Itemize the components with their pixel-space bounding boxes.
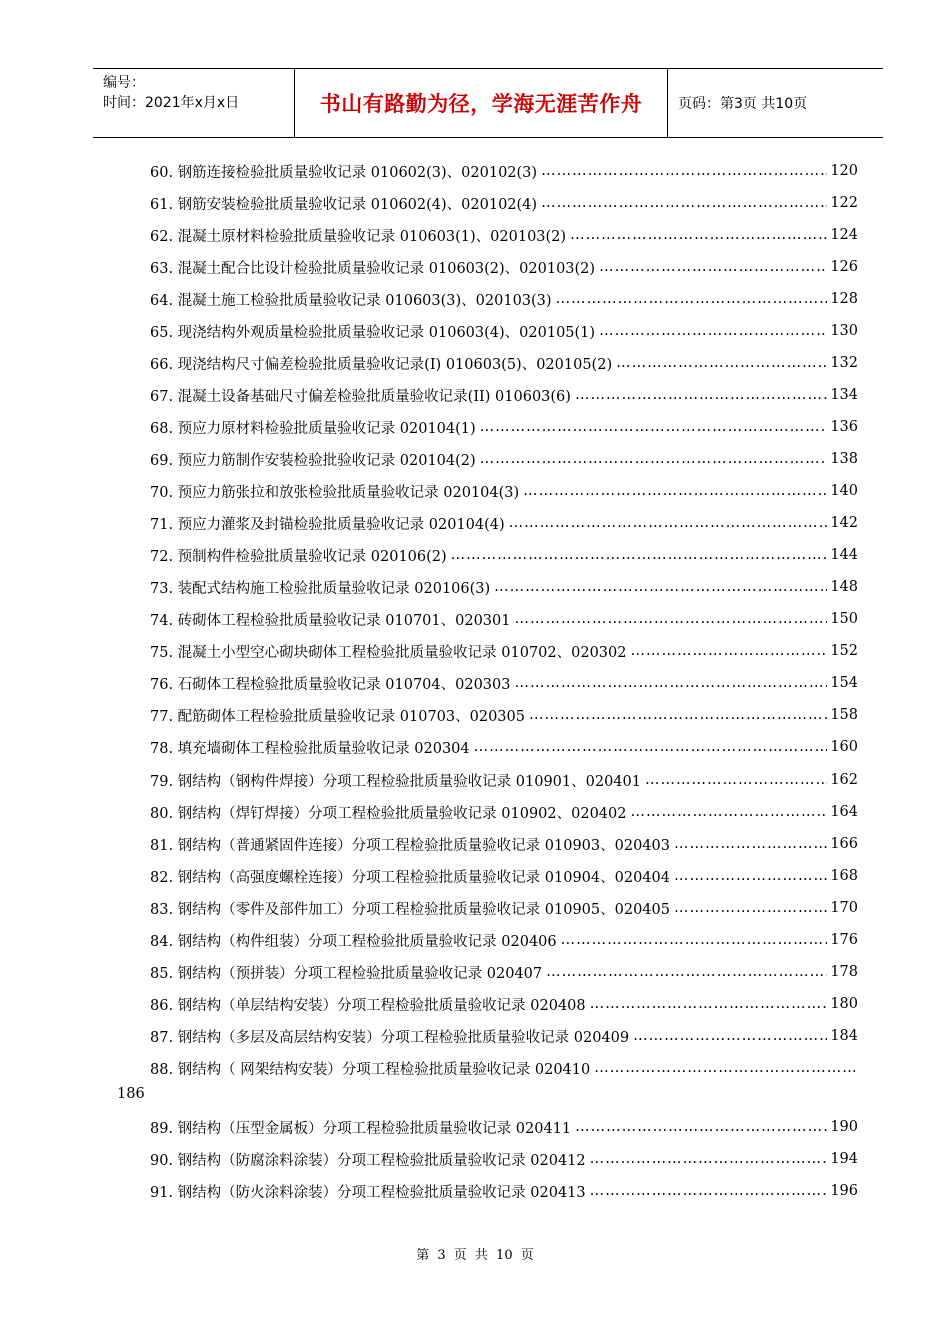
page-header — [93, 68, 883, 138]
toc-entry[interactable] — [150, 219, 858, 251]
toc-entry-title: 64. 混凝土施工检验批质量验收记录 010603(3)、020103(3) — [150, 292, 552, 309]
toc-entry-page: 194 — [830, 1151, 858, 1167]
document-time: 时间：2021年x月x日 — [103, 95, 240, 111]
toc-entry[interactable] — [150, 796, 858, 828]
toc-entry-title: 91. 钢结构（防火涂料涂装）分项工程检验批质量验收记录 020413 — [150, 1184, 586, 1201]
toc-entry[interactable] — [150, 251, 858, 283]
toc-entry-page: 130 — [830, 323, 858, 339]
toc-entry[interactable] — [150, 988, 858, 1020]
toc-entry-page: 120 — [830, 163, 858, 179]
toc-dot-leader — [541, 163, 827, 179]
toc-dot-leader — [674, 900, 827, 916]
toc-entry-title: 66. 现浇结构尺寸偏差检验批质量验收记录(I) 010603(5)、020105(2) — [150, 356, 613, 373]
toc-entry[interactable] — [150, 699, 858, 731]
toc-entry-page: 142 — [830, 515, 858, 531]
toc-dot-leader — [529, 707, 827, 723]
toc-dot-leader — [630, 804, 827, 820]
toc-entry-page: 168 — [830, 868, 858, 884]
toc-dot-leader — [599, 323, 827, 339]
toc-dot-leader — [594, 1060, 855, 1076]
toc-dot-leader — [575, 1119, 827, 1135]
toc-entry-title: 70. 预应力筋张拉和放张检验批质量验收记录 020104(3) — [150, 484, 520, 501]
toc-dot-leader — [575, 387, 827, 403]
toc-entry-title: 80. 钢结构（焊钉焊接）分项工程检验批质量验收记录 010902、020402 — [150, 805, 627, 822]
toc-entry-page: 178 — [830, 964, 858, 980]
toc-entry[interactable] — [150, 764, 858, 796]
toc-entry-title: 65. 现浇结构外观质量检验批质量验收记录 010603(4)、020105(1) — [150, 324, 596, 341]
toc-entry-title: 85. 钢结构（预拼装）分项工程检验批质量验收记录 020407 — [150, 965, 543, 982]
toc-entry[interactable] — [150, 1111, 858, 1143]
toc-dot-leader — [590, 996, 828, 1012]
toc-entry-page: 122 — [830, 195, 858, 211]
toc-entry-title: 79. 钢结构（钢构件焊接）分项工程检验批质量验收记录 010901、020401 — [150, 773, 641, 790]
toc-entry-page: 128 — [830, 291, 858, 307]
toc-entry[interactable] — [150, 1020, 858, 1052]
toc-entry[interactable] — [150, 860, 858, 892]
toc-entry-title: 87. 钢结构（多层及高层结构安装）分项工程检验批质量验收记录 020409 — [150, 1029, 630, 1046]
toc-entry-page: 196 — [830, 1183, 858, 1199]
toc-entry[interactable] — [150, 1052, 858, 1084]
toc-entry-title: 81. 钢结构（普通紧固件连接）分项工程检验批质量验收记录 010903、020403 — [150, 837, 670, 854]
toc-entry-page: 148 — [830, 579, 858, 595]
toc-dot-leader — [474, 739, 828, 755]
toc-entry[interactable] — [150, 187, 858, 219]
toc-entry[interactable] — [150, 828, 858, 860]
toc-entry-title: 77. 配筋砌体工程检验批质量验收记录 010703、020305 — [150, 708, 525, 725]
toc-entry-title: 90. 钢结构（防腐涂料涂装）分项工程检验批质量验收记录 020412 — [150, 1152, 586, 1169]
toc-entry[interactable] — [150, 667, 858, 699]
toc-entry-page: 154 — [830, 675, 858, 691]
toc-dot-leader — [570, 227, 827, 243]
toc-entry-page: 184 — [830, 1028, 858, 1044]
toc-entry-page: 162 — [830, 772, 858, 788]
toc-dot-leader — [480, 451, 828, 467]
toc-dot-leader — [541, 195, 827, 211]
toc-entry[interactable] — [150, 475, 858, 507]
toc-dot-leader — [546, 964, 827, 980]
toc-wrapped-page-number[interactable]: 186 — [117, 1086, 145, 1102]
toc-entry-page: 164 — [830, 804, 858, 820]
toc-entry-page: 144 — [830, 547, 858, 563]
toc-entry[interactable] — [150, 571, 858, 603]
toc-entry-page: 138 — [830, 451, 858, 467]
toc-entry[interactable] — [150, 539, 858, 571]
toc-entry-page: 132 — [830, 355, 858, 371]
toc-entry[interactable] — [150, 892, 858, 924]
toc-entry[interactable] — [150, 411, 858, 443]
toc-dot-leader — [509, 515, 828, 531]
toc-dot-leader — [514, 611, 827, 627]
toc-entry-title: 69. 预应力筋制作安装检验批验收记录 020104(2) — [150, 452, 476, 469]
toc-entry-page: 134 — [830, 387, 858, 403]
toc-entry-page: 160 — [830, 739, 858, 755]
toc-entry-title: 74. 砖砌体工程检验批质量验收记录 010701、020301 — [150, 612, 511, 629]
header-page-info: 页码：第3页 共10页 — [678, 96, 808, 112]
toc-dot-leader — [674, 868, 827, 884]
toc-entry[interactable] — [150, 443, 858, 475]
toc-dot-leader — [494, 579, 827, 595]
toc-entry-title: 76. 石砌体工程检验批质量验收记录 010704、020303 — [150, 676, 511, 693]
toc-entry-page: 190 — [830, 1119, 858, 1135]
toc-dot-leader — [674, 836, 827, 852]
toc-dot-leader — [451, 547, 828, 563]
toc-entry-title: 82. 钢结构（高强度螺栓连接）分项工程检验批质量验收记录 010904、020404 — [150, 869, 670, 886]
toc-entry-title: 78. 填充墙砌体工程检验批质量验收记录 020304 — [150, 740, 470, 757]
toc-entry-title: 71. 预应力灌浆及封锚检验批质量验收记录 020104(4) — [150, 516, 505, 533]
toc-entry-page: 166 — [830, 836, 858, 852]
toc-entry-page: 140 — [830, 483, 858, 499]
toc-entry-title: 83. 钢结构（零件及部件加工）分项工程检验批质量验收记录 010905、020405 — [150, 901, 670, 918]
toc-dot-leader — [556, 291, 828, 307]
toc-entry[interactable] — [150, 155, 858, 187]
toc-entry-title: 84. 钢结构（构件组装）分项工程检验批质量验收记录 020406 — [150, 933, 557, 950]
header-motto: 书山有路勤为径，学海无涯苦作舟 — [294, 69, 668, 137]
toc-entry-page: 176 — [830, 932, 858, 948]
toc-entry-title: 61. 钢筋安装检验批质量验收记录 010602(4)、020102(4) — [150, 196, 538, 213]
toc-entry-page: 180 — [830, 996, 858, 1012]
toc-entry-page: 152 — [830, 643, 858, 659]
toc-entry-page: 136 — [830, 419, 858, 435]
toc-entry[interactable] — [150, 283, 858, 315]
toc-entry-page: 150 — [830, 611, 858, 627]
toc-dot-leader — [590, 1183, 828, 1199]
toc-entry-page: 170 — [830, 900, 858, 916]
header-meta — [93, 69, 294, 137]
toc-entry-title: 72. 预制构件检验批质量验收记录 020106(2) — [150, 548, 447, 565]
toc-entry-title: 68. 预应力原材料检验批质量验收记录 020104(1) — [150, 420, 476, 437]
toc-entry[interactable] — [150, 507, 858, 539]
toc-dot-leader — [561, 932, 828, 948]
toc-entry-page: 126 — [830, 259, 858, 275]
toc-dot-leader — [590, 1151, 828, 1167]
toc-entry-title: 88. 钢结构（ 网架结构安装）分项工程检验批质量验收记录 020410 — [150, 1061, 591, 1078]
toc-entry[interactable] — [150, 956, 858, 988]
toc-dot-leader — [645, 772, 827, 788]
toc-entry[interactable] — [150, 1143, 858, 1175]
toc-entry-page: 158 — [830, 707, 858, 723]
toc-entry-title: 60. 钢筋连接检验批质量验收记录 010602(3)、020102(3) — [150, 164, 538, 181]
toc-entry[interactable] — [150, 315, 858, 347]
toc-dot-leader — [630, 643, 827, 659]
toc-dot-leader — [514, 675, 827, 691]
toc-dot-leader — [616, 355, 827, 371]
toc-entry[interactable] — [150, 731, 858, 763]
toc-dot-leader — [523, 483, 827, 499]
toc-entry-title: 67. 混凝土设备基础尺寸偏差检验批质量验收记录(II) 010603(6) — [150, 388, 571, 405]
toc-entry-title: 62. 混凝土原材料检验批质量验收记录 010603(1)、020103(2) — [150, 228, 567, 245]
toc-entry[interactable] — [150, 603, 858, 635]
toc-entry-page: 124 — [830, 227, 858, 243]
document-number-label: 编号： — [103, 75, 145, 91]
page-footer: 第 3 页 共 10 页 — [416, 1248, 534, 1263]
toc-entry[interactable] — [150, 635, 858, 667]
toc-entry[interactable] — [150, 924, 858, 956]
toc-entry-title: 89. 钢结构（压型金属板）分项工程检验批质量验收记录 020411 — [150, 1120, 572, 1137]
toc-entry[interactable] — [150, 379, 858, 411]
toc-entry-title: 73. 装配式结构施工检验批质量验收记录 020106(3) — [150, 580, 491, 597]
toc-dot-leader — [633, 1028, 827, 1044]
toc-entry[interactable] — [150, 1175, 858, 1207]
toc-entry-title: 75. 混凝土小型空心砌块砌体工程检验批质量验收记录 010702、020302 — [150, 644, 627, 661]
toc-entry-title: 63. 混凝土配合比设计检验批质量验收记录 010603(2)、020103(2) — [150, 260, 596, 277]
toc-entry[interactable] — [150, 347, 858, 379]
toc-dot-leader — [480, 419, 828, 435]
toc-entry-title: 86. 钢结构（单层结构安装）分项工程检验批质量验收记录 020408 — [150, 997, 586, 1014]
toc-dot-leader — [599, 259, 827, 275]
